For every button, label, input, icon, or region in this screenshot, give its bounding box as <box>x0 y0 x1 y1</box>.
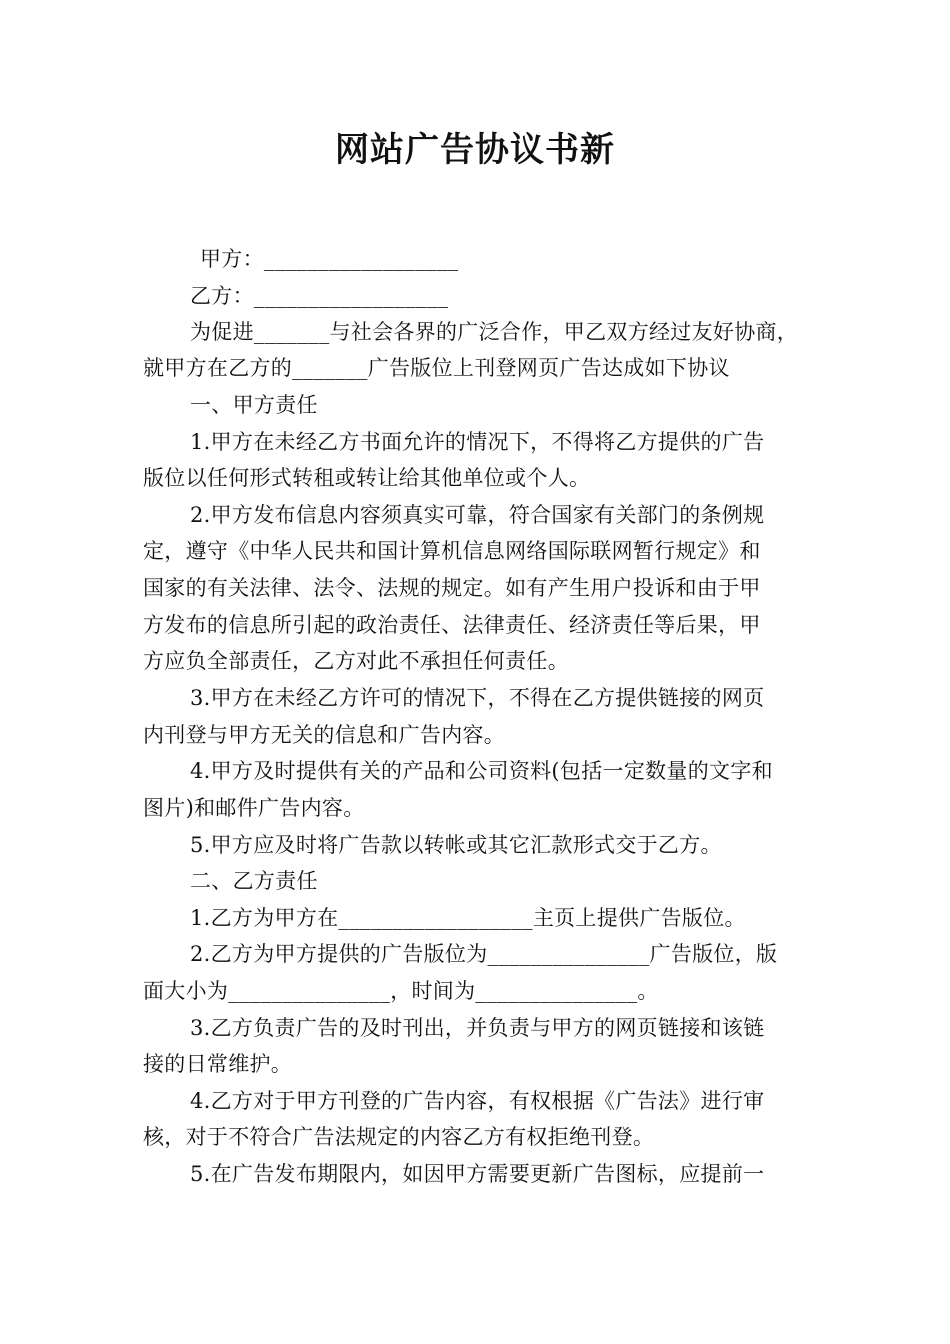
paragraph-line: 版位以任何形式转租或转让给其他单位或个人。 <box>143 466 591 490</box>
paragraph-line: 为促进_______与社会各界的广泛合作，甲乙双方经过友好协商， <box>190 320 799 344</box>
paragraph-line: 2.甲方发布信息内容须真实可靠，符合国家有关部门的条例规 <box>190 503 765 527</box>
paragraph-line: 图片)和邮件广告内容。 <box>143 796 365 820</box>
paragraph-line: 1.乙方为甲方在__________________主页上提供广告版位。 <box>190 906 746 930</box>
paragraph-line: 4.乙方对于甲方刊登的广告内容，有权根据《广告法》进行审 <box>190 1089 765 1113</box>
paragraph-line: 5.甲方应及时将广告款以转帐或其它汇款形式交于乙方。 <box>190 833 722 857</box>
paragraph-line: 方应负全部责任，乙方对此不承担任何责任。 <box>143 649 569 673</box>
paragraph-line: 面大小为_______________，时间为_______________。 <box>143 979 659 1003</box>
party-a-line: 甲方：__________________ <box>200 247 459 271</box>
paragraph-line: 5.在广告发布期限内，如因甲方需要更新广告图标，应提前一 <box>190 1162 765 1186</box>
paragraph-line: 2.乙方为甲方提供的广告版位为_______________广告版位，版 <box>190 942 778 966</box>
document-title: 网站广告协议书新 <box>335 130 615 170</box>
paragraph-line: 3.甲方在未经乙方许可的情况下，不得在乙方提供链接的网页 <box>190 686 765 710</box>
paragraph-line: 4.甲方及时提供有关的产品和公司资料(包括一定数量的文字和 <box>190 759 773 783</box>
paragraph-line: 内刊登与甲方无关的信息和广告内容。 <box>143 723 506 747</box>
paragraph-line: 国家的有关法律、法令、法规的规定。如有产生用户投诉和由于甲 <box>143 576 761 600</box>
paragraph-line: 3.乙方负责广告的及时刊出，并负责与甲方的网页链接和该链 <box>190 1016 765 1040</box>
paragraph-line: 接的日常维护。 <box>143 1052 293 1076</box>
section-heading: 二、乙方责任 <box>190 869 318 893</box>
paragraph-line: 方发布的信息所引起的政治责任、法律责任、经济责任等后果，甲 <box>143 613 761 637</box>
paragraph-line: 就甲方在乙方的_______广告版位上刊登网页广告达成如下协议 <box>143 356 730 380</box>
paragraph-line: 定，遵守《中华人民共和国计算机信息网络国际联网暂行规定》和 <box>143 539 761 563</box>
party-b-line: 乙方：__________________ <box>190 284 449 308</box>
paragraph-line: 核，对于不符合广告法规定的内容乙方有权拒绝刊登。 <box>143 1125 655 1149</box>
paragraph-line: 1.甲方在未经乙方书面允许的情况下，不得将乙方提供的广告 <box>190 430 765 454</box>
section-heading: 一、甲方责任 <box>190 393 318 417</box>
